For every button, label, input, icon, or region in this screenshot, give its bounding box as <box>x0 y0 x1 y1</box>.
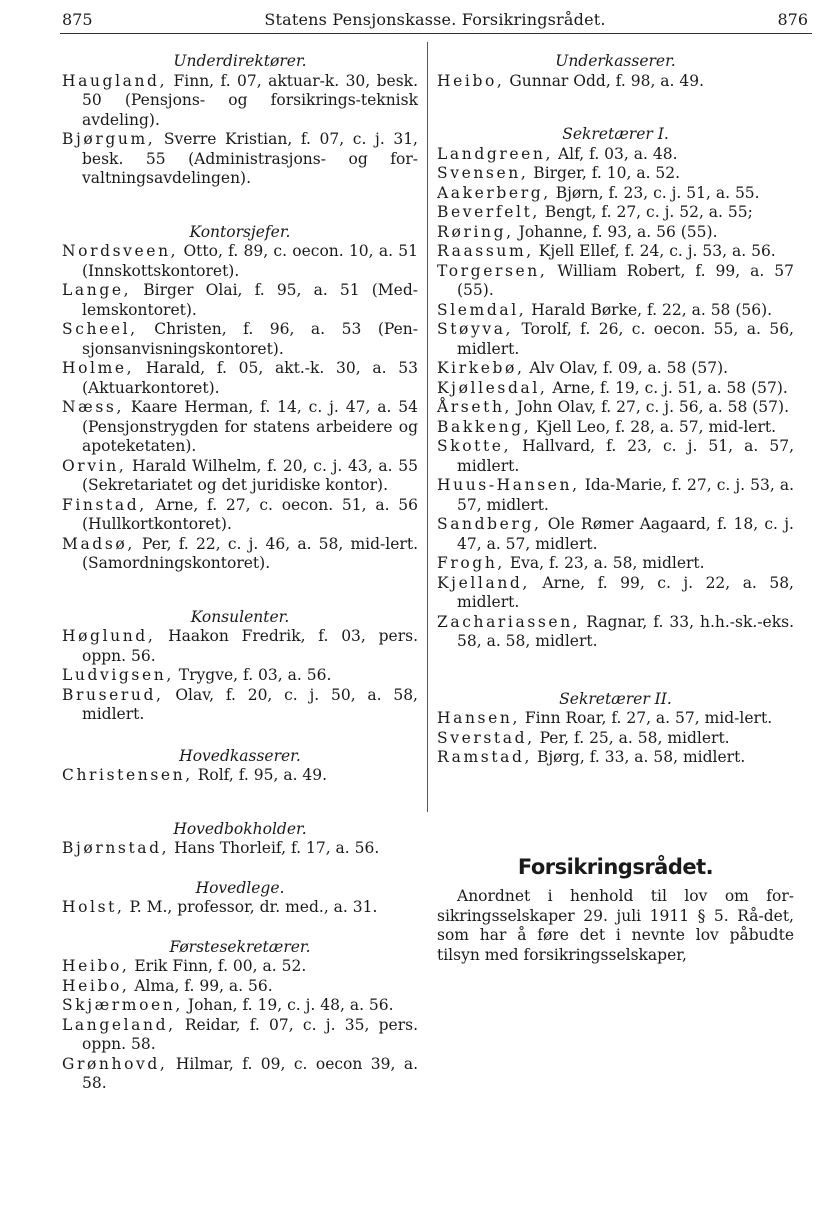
section-hovedbokholder <box>62 839 418 859</box>
entry: Høglund, Haakon Fredrik, f. 03, pers. oppn. 56. <box>62 627 418 665</box>
entry: Sandberg, Ole Rømer Aagaard, f. 18, c. j. 47, a. 57, midlert. <box>437 515 794 553</box>
entry: Skotte, Hallvard, f. 23, c. j. 51, a. 57, midlert. <box>437 437 794 475</box>
right-column <box>437 50 794 965</box>
section-hovedkasserer <box>62 766 418 786</box>
entry: Heibo, Erik Finn, f. 00, a. 52. <box>62 957 307 975</box>
entry: Røring, Johanne, f. 93, a. 56 (55). <box>437 222 718 241</box>
section-sekretaerer-1 <box>437 145 794 652</box>
entry: Haugland, Finn, f. 07, aktuar-k. 30, besk. 50 (Pensjons- og forsikrings-teknisk avdeling). <box>62 71 418 129</box>
section-forstesekretaerer <box>62 957 418 1094</box>
entry: Svensen, Birger, f. 10, a. 52. <box>437 164 681 182</box>
entry: Sverstad, Per, f. 25, a. 58, midlert. <box>437 728 730 747</box>
entry: Grønhovd, Hilmar, f. 09, c. oecon 39, a. 58. <box>62 1054 418 1092</box>
entry: Næss, Kaare Herman, f. 14, c. j. 47, a. 54 (Pensjonstrygden for statens arbeidere og apoteketaten). <box>62 398 418 455</box>
entry: Ludvigsen, Trygve, f. 03, a. 56. <box>62 666 332 684</box>
section-underdirektorer <box>62 72 418 189</box>
entry: Torgersen, William Robert, f. 99, a. 57 (55). <box>437 261 794 299</box>
entry: Langeland, Reidar, f. 07, c. j. 35, pers. oppn. 58. <box>62 1015 418 1053</box>
section-hovedlege <box>62 898 418 918</box>
entry: Madsø, Per, f. 22, c. j. 46, a. 58, mid-lert. (Samordningskontoret). <box>62 534 418 572</box>
section-heading: Konsulenter. <box>190 607 290 626</box>
entry: Finstad, Arne, f. 27, c. oecon. 51, a. 56 (Hullkortkontoret). <box>62 495 418 533</box>
entry: Raassum, Kjell Ellef, f. 24, c. j. 53, a. 56. <box>437 242 776 260</box>
entry: Slemdal, Harald Børke, f. 22, a. 58 (56). <box>437 300 773 319</box>
entry: Støyva, Torolf, f. 26, c. oecon. 55, a. 56, midlert. <box>437 320 794 358</box>
entry: Heibo, Gunnar Odd, f. 98, a. 49. <box>437 71 705 90</box>
running-title: Statens Pensjonskasse. Forsikringsrådet. <box>264 10 606 29</box>
entry: Orvin, Harald Wilhelm, f. 20, c. j. 43, a. 55 (Sekretariatet og det juridiske kontor). <box>62 456 418 494</box>
section-heading: Sekretærer I. <box>562 125 669 143</box>
chapter-title: Forsikringsrådet. <box>517 854 714 879</box>
entry: Holme, Harald, f. 05, akt.-k. 30, a. 53 (Aktuarkontoret). <box>62 359 418 397</box>
entry: Hansen, Finn Roar, f. 27, a. 57, mid-lert. <box>437 709 773 727</box>
entry: Ramstad, Bjørg, f. 33, a. 58, midlert. <box>437 748 746 766</box>
entry: Skjærmoen, Johan, f. 19, c. j. 48, a. 56. <box>62 996 394 1014</box>
section-underkasserer <box>437 72 794 92</box>
section-heading: Sekretærer II. <box>559 689 672 708</box>
left-column <box>62 50 418 1094</box>
page-number-right: 876 <box>777 10 808 29</box>
entry: Holst, P. M., professor, dr. med., a. 31. <box>62 898 378 916</box>
entry: Kjelland, Arne, f. 99, c. j. 22, a. 58, midlert. <box>437 573 794 611</box>
entry: Bakkeng, Kjell Leo, f. 28, a. 57, mid-lert. <box>437 417 777 436</box>
section-heading: Førstesekretærer. <box>169 937 311 956</box>
entry: Frogh, Eva, f. 23, a. 58, midlert. <box>437 554 705 572</box>
entry: Årseth, John Olav, f. 27, c. j. 56, a. 58 (57). <box>437 398 789 416</box>
entry: Heibo, Alma, f. 99, a. 56. <box>62 976 273 995</box>
column-divider <box>427 42 428 812</box>
section-heading: Hovedlege. <box>195 878 285 897</box>
section-heading: Kontorsjefer. <box>189 222 291 241</box>
section-heading: Hovedbokholder. <box>173 819 307 838</box>
entry: Bjørnstad, Hans Thorleif, f. 17, a. 56. <box>62 839 380 857</box>
section-kontorsjefer <box>62 242 418 574</box>
entry: Bruserud, Olav, f. 20, c. j. 50, a. 58, midlert. <box>62 685 418 723</box>
entry: Aakerberg, Bjørn, f. 23, c. j. 51, a. 55. <box>437 183 760 202</box>
header-rule <box>60 33 812 34</box>
page-number-left: 875 <box>62 10 93 29</box>
page-header <box>62 6 808 36</box>
entry: Bjørgum, Sverre Kristian, f. 07, c. j. 31, besk. 55 (Administrasjons- og for-valtningsavdelingen). <box>62 130 418 187</box>
entry: Landgreen, Alf, f. 03, a. 48. <box>437 144 678 163</box>
section-heading: Underkasserer. <box>555 52 676 70</box>
entry: Nordsveen, Otto, f. 89, c. oecon. 10, a. 51 (Innskottskontoret). <box>62 242 418 280</box>
entry: Zachariassen, Ragnar, f. 33, h.h.-sk.-eks. 58, a. 58, midlert. <box>437 612 794 650</box>
entry: Christensen, Rolf, f. 95, a. 49. <box>62 766 328 784</box>
entry: Lange, Birger Olai, f. 95, a. 51 (Med-lemskontoret). <box>62 281 418 319</box>
entry: Huus-Hansen, Ida-Marie, f. 27, c. j. 53, a. 57, midlert. <box>437 476 794 514</box>
entry: Kjøllesdal, Arne, f. 19, c. j. 51, a. 58 (57). <box>437 378 788 397</box>
section-sekretaerer-2 <box>437 709 794 768</box>
section-heading: Hovedkasserer. <box>179 746 301 765</box>
entry: Beverfelt, Bengt, f. 27, c. j. 52, a. 55; <box>437 203 753 221</box>
entry: Kirkebø, Alv Olav, f. 09, a. 58 (57). <box>437 359 729 377</box>
entry: Scheel, Christen, f. 96, a. 53 (Pen-sjonsanvisningskontoret). <box>62 320 418 358</box>
section-heading: Underdirektører. <box>173 52 307 70</box>
chapter-paragraph: Anordnet i henhold til lov om for-sikringsselskaper 29. juli 1911 § 5. Rå-det, som har å føre det i nevnte lov påbudte tilsyn med forsikringsselskaper, <box>437 887 794 964</box>
section-konsulenter <box>62 627 418 725</box>
